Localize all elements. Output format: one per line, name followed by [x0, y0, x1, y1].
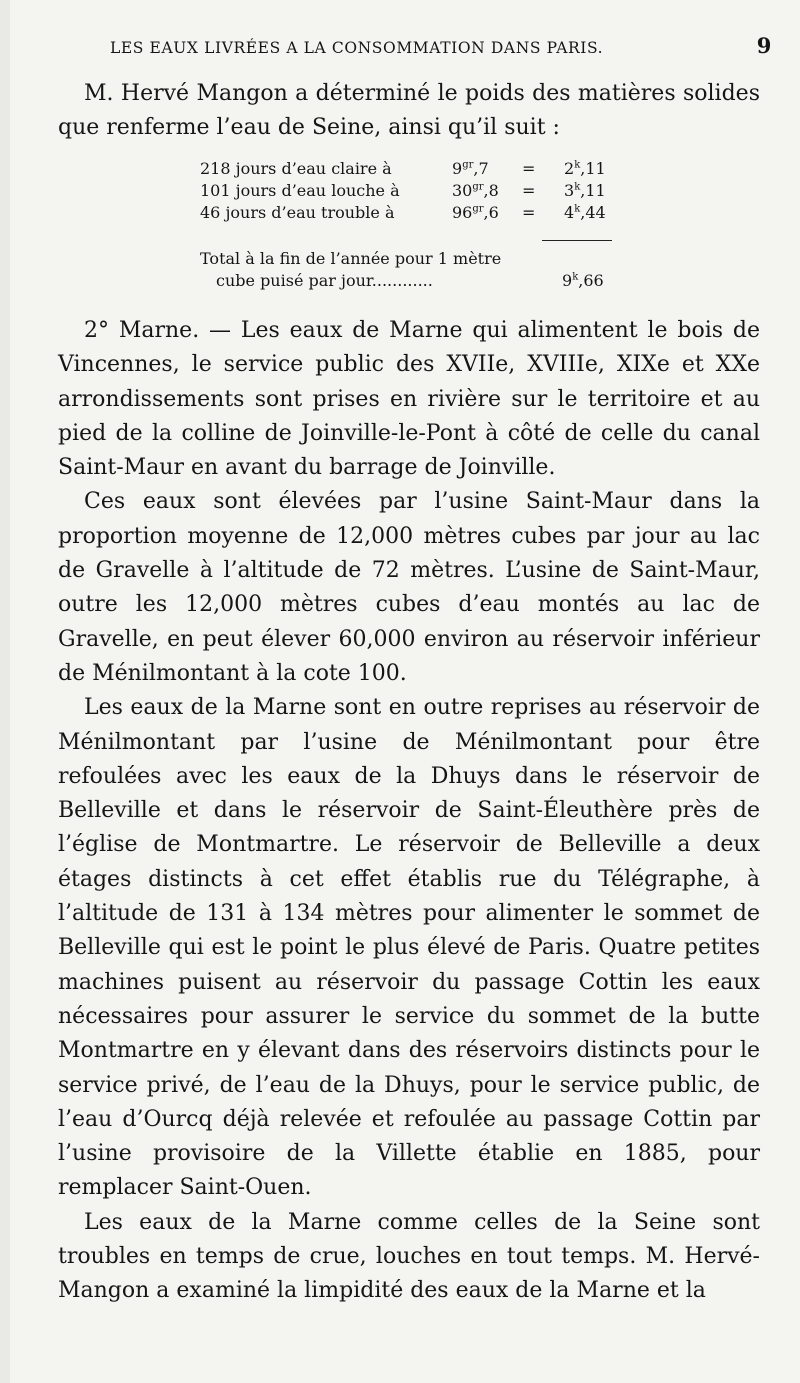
row-description: 101 jours d’eau louche à: [200, 181, 400, 200]
page-number: 9: [756, 33, 772, 58]
total-line-2: [200, 270, 620, 292]
solids-table: [200, 158, 620, 224]
total-label: cube puisé par jour............: [216, 271, 433, 290]
row-result: 2$^k$,11: [564, 159, 606, 178]
row-description: 46 jours d’eau trouble à: [200, 203, 395, 222]
paragraph-marne: 2° Marne. — Les eaux de Marne qui alimentent le bois de Vincennes, le service public des XVIIe, XVIIIe, XIXe et XXe arrondissements sont prises en rivière sur le territoire et au pied de la colline de Joinville-le-Pont à côté de celle du canal Saint-Maur en avant du barrage de Joinville.: [58, 318, 760, 481]
table-row: [200, 180, 620, 202]
row-result: 4$^k$,44: [564, 203, 606, 222]
row-description: 218 jours d’eau claire à: [200, 159, 392, 178]
total-value: 9$^k$,66: [562, 271, 604, 290]
paragraph-menilmontant: Les eaux de la Marne sont en outre reprises au réservoir de Ménilmontant par l’usine de Ménilmontant pour être refoulées avec les eaux de la Dhuys dans le réservoir de Belleville et dans le réservoir de Saint-Éleuthère près de l’église de Montmartre. Le réservoir de Belleville a deux étages distincts à cet effet établis rue du Télégraphe, à l’altitude de 131 à 134 mètres pour alimenter le sommet de Belleville qui est le point le plus élevé de Paris. Quatre petites machines puisent au réservoir du passage Cottin les eaux nécessaires pour assurer le service du sommet de la butte Montmartre en y élevant dans des réservoirs distincts pour le service privé, de l’eau de la Dhuys, pour le service public, de l’eau d’Ourcq déjà relevée et refoulée au passage Cottin par l’usine provisoire de la Villette établie en 1885, pour remplacer Saint-Ouen.: [58, 695, 760, 1201]
paragraph-saint-maur: Ces eaux sont élevées par l’usine Saint-Maur dans la proportion moyenne de 12,000 mètres cubes par jour au lac de Gravelle à l’altitude de 72 mètres. L’usine de Saint-Maur, outre les 12,000 mètres cubes d’eau montés au lac de Gravelle, en peut élever 60,000 environ au réservoir inférieur de Ménilmontant à la cote 100.: [58, 489, 760, 686]
main-text: [58, 314, 760, 1309]
row-rate: $96^{gr},6$: [452, 203, 499, 222]
intro-paragraph: M. Hervé Mangon a déterminé le poids des matières solides que renferme l’eau de Seine, ainsi qu’il suit :: [58, 81, 760, 141]
table-total: [200, 248, 620, 292]
book-page: [10, 0, 800, 1383]
row-equals: =: [522, 159, 536, 178]
paragraph-limpidite: Les eaux de la Marne comme celles de la Seine sont troubles en temps de crue, louches en tout temps. M. Hervé-Mangon a examiné la limpidité des eaux de la Marne et la: [58, 1209, 760, 1304]
row-rate: $9^{gr},7$: [452, 159, 489, 178]
row-equals: =: [522, 181, 536, 200]
table-row: [200, 202, 620, 224]
total-line-1: Total à la fin de l’année pour 1 mètre: [200, 249, 502, 268]
running-head-title: LES EAUX LIVRÉES A LA CONSOMMATION DANS PARIS.: [110, 39, 604, 57]
sum-rule: [542, 240, 612, 241]
table-row: [200, 158, 620, 180]
row-result: 3$^k$,11: [564, 181, 606, 200]
row-rate: $30^{gr},8$: [452, 181, 499, 200]
row-equals: =: [522, 203, 536, 222]
